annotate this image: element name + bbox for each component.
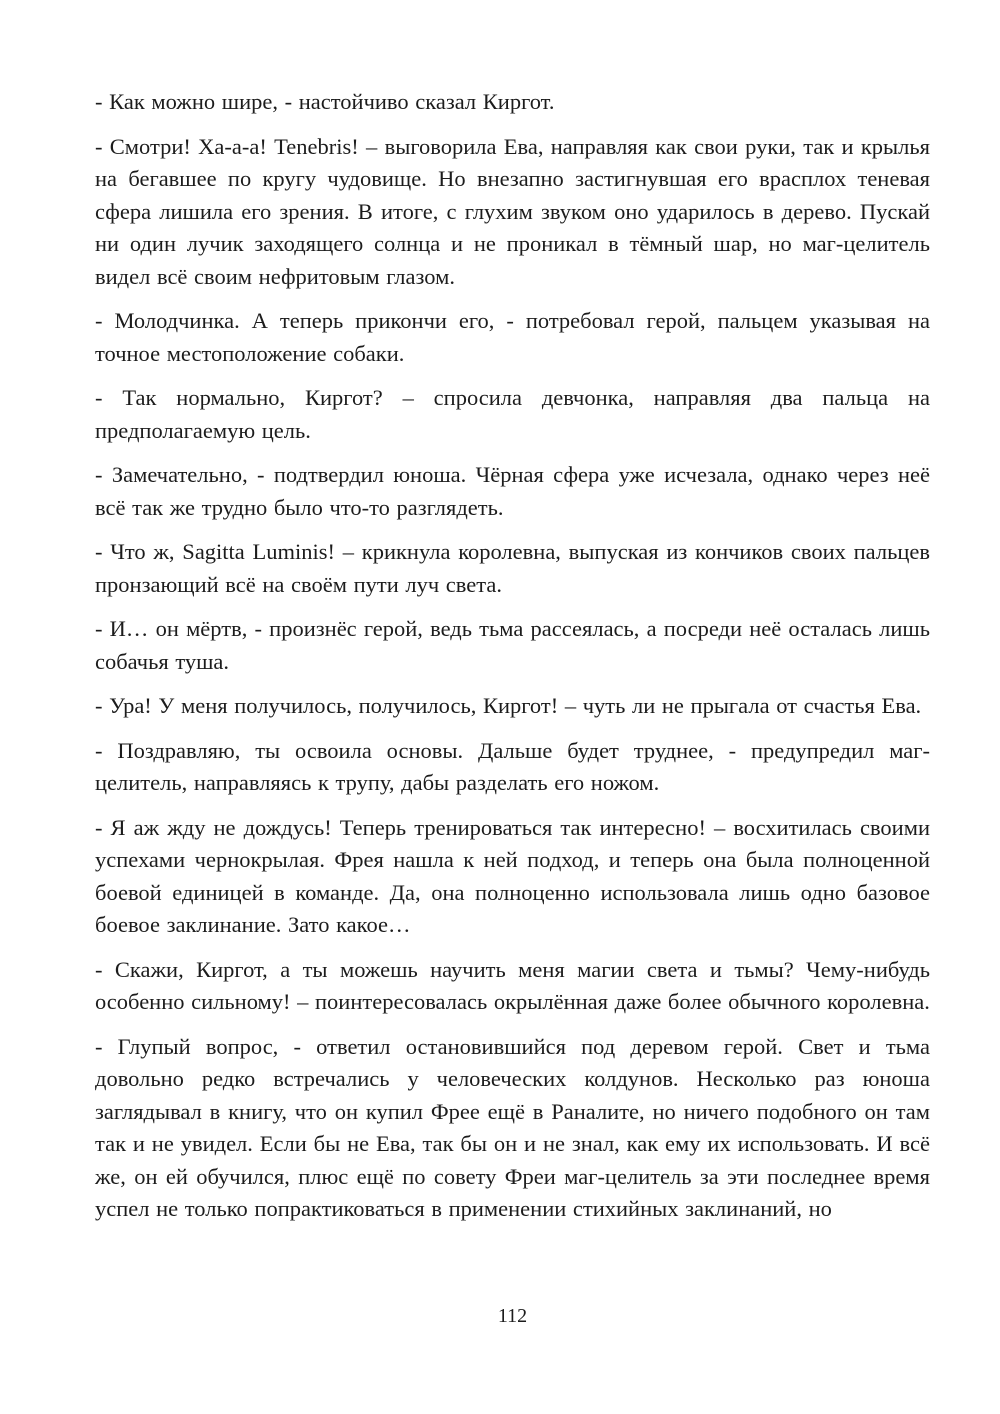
paragraph: - Скажи, Киргот, а ты можешь научить меня магии света и тьмы? Чему-нибудь особенно сильному! – поинтересовалась окрылённая даже более обычного королевна. <box>95 956 930 1014</box>
paragraph: - Молодчинка. А теперь прикончи его, - потребовал герой, пальцем указывая на точное местоположение собаки. <box>95 308 930 366</box>
page-number: 112 <box>497 1305 528 1327</box>
paragraph: - И… он мёртв, - произнёс герой, ведь тьма рассеялась, а посреди неё осталась лишь собачья туша. <box>95 616 930 674</box>
paragraph: - Ура! У меня получилось, получилось, Киргот! – чуть ли не прыгала от счастья Ева. <box>95 693 922 718</box>
page-text <box>95 86 930 1238</box>
paragraph: - Как можно шире, - настойчиво сказал Киргот. <box>95 89 555 114</box>
paragraph: - Что ж, Sagitta Luminis! – крикнула королевна, выпуская из кончиков своих пальцев пронзающий всё на своём пути луч света. <box>95 539 930 597</box>
paragraph: - Я аж жду не дождусь! Теперь тренироваться так интересно! – восхитилась своими успехами чернокрылая. Фрея нашла к ней подход, и теперь она была полноценной боевой единицей в команде. Да, она полноценно использовала лишь одно базовое боевое заклинание. Зато какое… <box>95 814 930 937</box>
paragraph: - Так нормально, Киргот? – спросила девчонка, направляя два пальца на предполагаемую цель. <box>95 385 930 443</box>
paragraph: - Глупый вопрос, - ответил остановившийся под деревом герой. Свет и тьма довольно редко встречались у человеческих колдунов. Несколько раз юноша заглядывал в книгу, что он купил Фрее ещё в Раналите, но ничего подобного он там так и не увидел. Если бы не Ева, так бы он и не знал, как ему их использовать. И всё же, он ей обучился, плюс ещё по совету Фреи маг-целитель за эти последнее время успел не только попрактиковаться в применении стихийных заклинаний, но <box>95 1033 930 1221</box>
paragraph: - Замечательно, - подтвердил юноша. Чёрная сфера уже исчезала, однако через неё всё так же трудно было что-то разглядеть. <box>95 462 930 520</box>
paragraph: - Поздравляю, ты освоила основы. Дальше будет труднее, - предупредил маг-целитель, направляясь к трупу, дабы разделать его ножом. <box>95 737 930 795</box>
paragraph: - Смотри! Ха-а-а! Tenebris! – выговорила Ева, направляя как свои руки, так и крылья на бегавшее по кругу чудовище. Но внезапно застигнувшая его врасплох теневая сфера лишила его зрения. В итоге, с глухим звуком оно ударилось в дерево. Пускай ни один лучик заходящего солнца и не проникал в тёмный шар, но маг-целитель видел всё своим нефритовым глазом. <box>95 133 930 289</box>
